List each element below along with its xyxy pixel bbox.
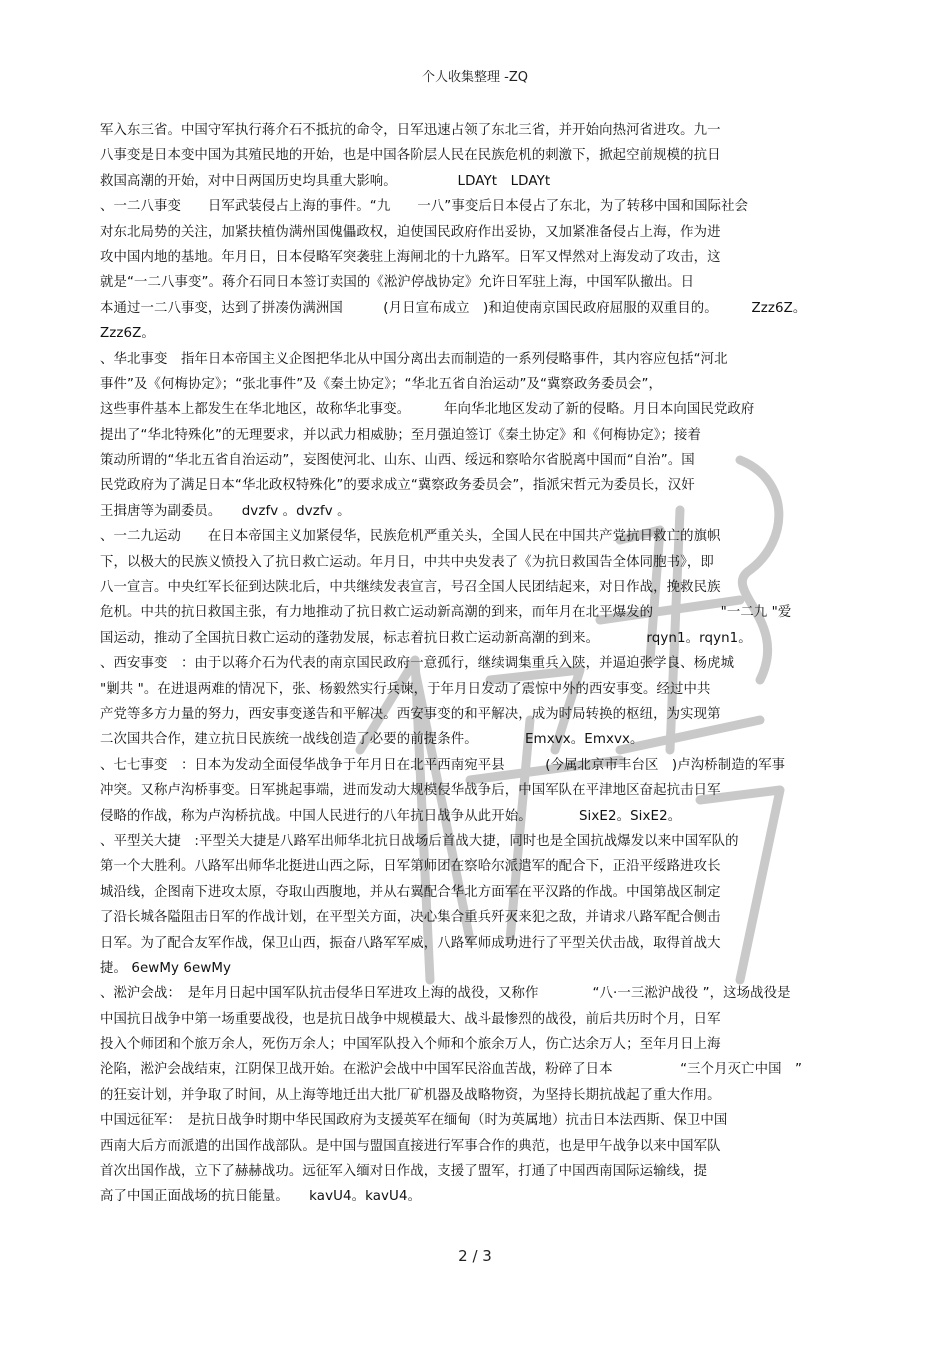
text-line: 的狂妄计划，并争取了时间，从上海等地迁出大批厂矿机器及战略物资，为坚持长期抗战起了重大作用。 <box>100 1087 721 1103</box>
text-line: 了沿长城各隘阻击日军的作战计划，在平型关方面，决心集合重兵歼灭来犯之敌，并请求八路军配合侧击 <box>100 910 721 926</box>
text-line: 冲突。又称卢沟桥事变。日军挑起事端，进而发动大规模侵华战争后，中国军队在平津地区奋起抗击日军 <box>100 783 721 799</box>
text-line: 二次国共合作，建立抗日民族统一战线创造了必要的前提条件。 Emxvx。Emxvx。 <box>100 732 644 748</box>
text-line: 中国远征军： 是抗日战争时期中华民国政府为支援英军在缅甸（时为英属地）抗击日本法西斯、保卫中国 <box>100 1113 728 1129</box>
text-line: 八事变是日本变中国为其殖民地的开始，也是中国各阶层人民在民族危机的刺激下，掀起空前规模的抗日 <box>100 148 721 164</box>
text-line: 国运动，推动了全国抗日救亡运动的蓬勃发展，标志着抗日救亡运动新高潮的到来。 rqyn1。rqyn1。 <box>100 630 752 646</box>
page-header: 个人收集整理 -ZQ <box>422 70 528 85</box>
text-line: 下，以极大的民族义愤投入了抗日救亡运动。年月日，中共中央发表了《为抗日救国告全体同胞书》，即 <box>100 554 714 570</box>
text-line: Zzz6Z。 <box>100 326 155 342</box>
page-number: 2 / 3 <box>458 1247 492 1265</box>
text-line: 、华北事变 指年日本帝国主义企图把华北从中国分离出去而制造的一系列侵略事件，其内容应包括“河北 <box>100 351 728 367</box>
text-line: 王揖唐等为副委员。 dvzfv 。dvzfv 。 <box>100 503 351 519</box>
text-line: 就是“一二八事变”。蒋介石同日本签订卖国的《淞沪停战协定》允许日军驻上海，中国军队撤出。日 <box>100 275 695 291</box>
text-line: 、一二八事变 日军武装侵占上海的事件。“九 一八”事变后日本侵占了东北，为了转移中国和国际社会 <box>100 199 749 215</box>
text-line: 本通过一二八事变，达到了拼凑伪满洲国 (月日宣布成立 )和迫使南京国民政府屈服的双重目的。 Zzz6Z。 <box>100 300 807 316</box>
text-line: 、七七事变 ：日本为发动全面侵华战争于年月日在北平西南宛平县 (今属北京市丰台区 )卢沟桥制造的军事 <box>100 757 786 773</box>
text-line: 、平型关大捷 :平型关大捷是八路军出师华北抗日战场后首战大捷，同时也是全国抗战爆发以来中国军队的 <box>100 833 739 849</box>
text-line: 城沿线，企图南下进攻太原，夺取山西腹地，并从右翼配合华北方面军在平汉路的作战。中国第战区制定 <box>100 884 721 900</box>
text-line: 、西安事变 ：由于以蒋介石为代表的南京国民政府一意孤行，继续调集重兵入陕，并逼迫张学良、杨虎城 <box>100 656 735 672</box>
text-line: 产党等多方力量的努力，西安事变遂告和平解决。西安事变的和平解决，成为时局转换的枢纽，为实现第 <box>100 706 721 722</box>
text-line: 日军。为了配合友军作战，保卫山西，振奋八路军军威，八路军师成功进行了平型关伏击战，取得首战大 <box>100 935 721 951</box>
text-line: 事件”及《何梅协定》；“张北事件”及《秦土协定》；“华北五省自治运动”及“冀察政务委员会”， <box>100 376 662 392</box>
text-line: 危机。中共的抗日救国主张，有力地推动了抗日救亡运动新高潮的到来，而年月在北平爆发的 "一二九 "爱 <box>100 605 792 621</box>
body-text <box>100 118 840 1210</box>
text-line: 第一个大胜利。八路军出师华北挺进山西之际，日军第师团在察哈尔派遣军的配合下，正沿平绥路进攻长 <box>100 859 721 875</box>
text-line: 侵略的作战，称为卢沟桥抗战。中国人民进行的八年抗日战争从此开始。 SixE2。SixE2。 <box>100 808 682 824</box>
text-line: "剿共 "。在进退两难的情况下，张、杨毅然实行兵谏，于年月日发动了震惊中外的西安事变。经过中共 <box>100 681 711 697</box>
text-line: 西南大后方而派遣的出国作战部队。是中国与盟国直接进行军事合作的典范，也是甲午战争以来中国军队 <box>100 1138 721 1154</box>
text-line: 捷。 6ewMy 6ewMy <box>100 960 232 976</box>
text-line: 对东北局势的关注，加紧扶植伪满州国傀儡政权，迫使国民政府作出妥协，又加紧准备侵占上海，作为进 <box>100 224 721 240</box>
text-line: 提出了“华北特殊化”的无理要求，并以武力相威胁；至月强迫签订《秦土协定》和《何梅协定》；接着 <box>100 427 701 443</box>
text-line: 策动所谓的“华北五省自治运动”，妄图使河北、山东、山西、绥远和察哈尔省脱离中国而“自治”。国 <box>100 453 695 469</box>
text-line: 、一二九运动 在日本帝国主义加紧侵华，民族危机严重关头，全国人民在中国共产党抗日救亡的旗帜 <box>100 529 721 545</box>
text-line: 军入东三省。中国守军执行蒋介石不抵抗的命令，日军迅速占领了东北三省，并开始向热河省进攻。九一 <box>100 123 721 138</box>
text-line: 民党政府为了满足日本“华北政权特殊化”的要求成立“冀察政务委员会”，指派宋哲元为委员长，汉奸 <box>100 478 695 494</box>
text-line: 八一宣言。中央红军长征到达陕北后，中共继续发表宣言，号召全国人民团结起来，对日作战，挽救民族 <box>100 580 721 596</box>
text-line: 首次出国作战，立下了赫赫战功。远征军入缅对日作战，支援了盟军，打通了中国西南国际运输线，提 <box>100 1164 708 1180</box>
text-line: 中国抗日战争中第一场重要战役，也是抗日战争中规模最大、战斗最惨烈的战役，前后共历时个月，日军 <box>100 1011 721 1027</box>
text-line: 沦陷，淞沪会战结束，江阴保卫战开始。在淞沪会战中中国军民浴血苦战，粉碎了日本 “三个月灭亡中国 ” <box>100 1062 803 1078</box>
text-line: 高了中国正面战场的抗日能量。 kavU4。kavU4。 <box>100 1189 422 1205</box>
text-line: 攻中国内地的基地。年月日，日本侵略军突袭驻上海闸北的十九路军。日军又悍然对上海发动了攻击，这 <box>100 249 721 265</box>
text-line: 救国高潮的开始，对中日两国历史均具重大影响。 LDAYt LDAYt <box>100 173 551 189</box>
text-line: 投入个师团和个旅万余人，死伤万余人；中国军队投入个师和个旅余万人，伤亡达余万人；至年月日上海 <box>100 1037 721 1053</box>
text-line: 这些事件基本上都发生在华北地区，故称华北事变。 年向华北地区发动了新的侵略。月日本向国民党政府 <box>100 402 755 418</box>
text-line: 、淞沪会战： 是年月日起中国军队抗击侵华日军进攻上海的战役，又称作 “八·一三淞沪战役 ”，这场战役是 <box>100 986 791 1002</box>
